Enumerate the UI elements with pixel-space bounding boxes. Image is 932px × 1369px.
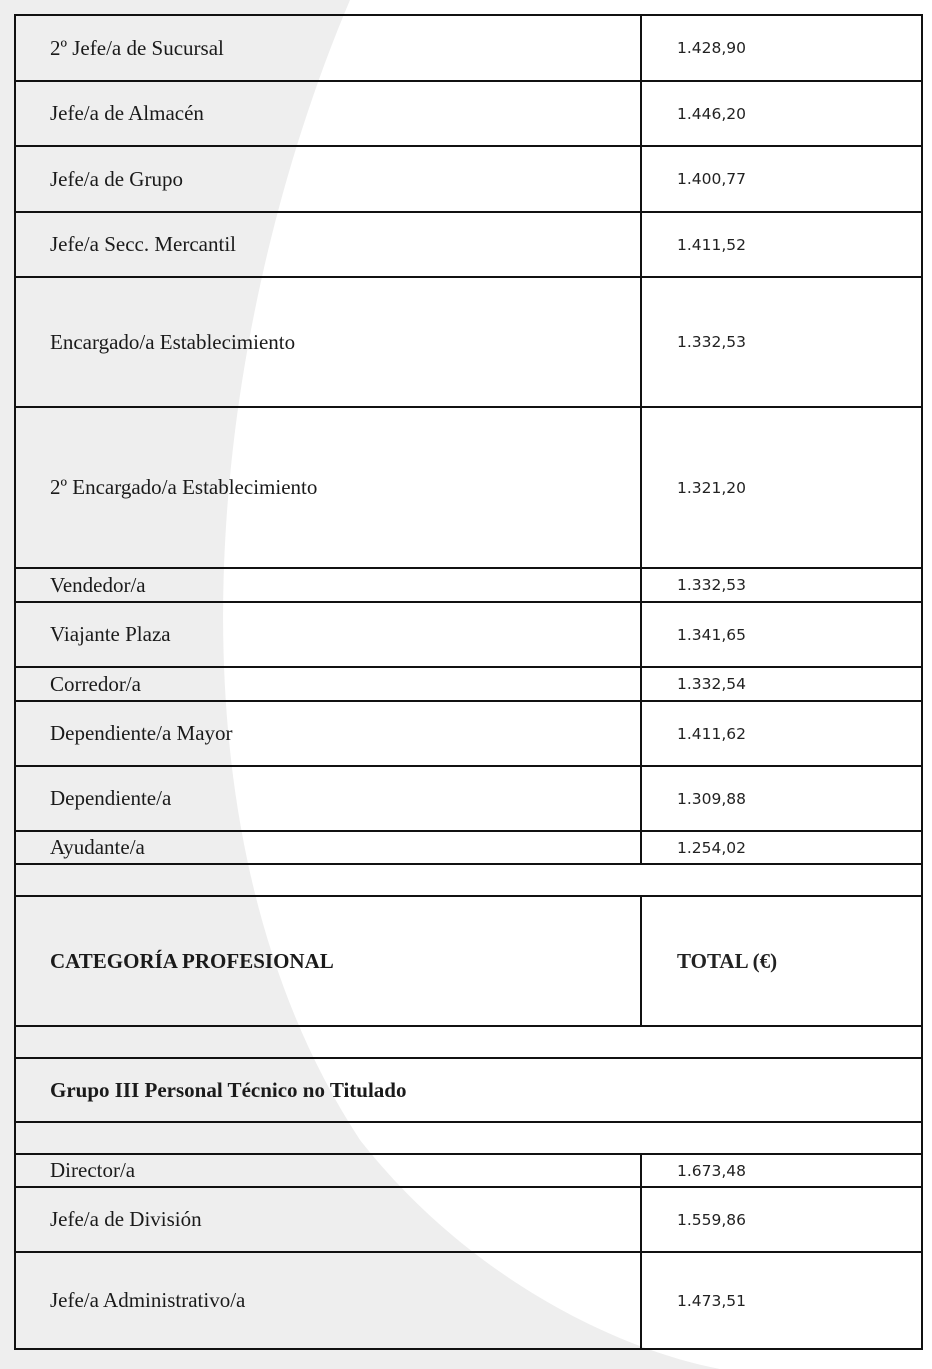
empty-cell <box>15 1026 922 1058</box>
total-cell: 1.411,52 <box>641 212 922 277</box>
category-cell: Corredor/a <box>15 667 641 701</box>
total-cell: 1.321,20 <box>641 407 922 568</box>
table-row <box>15 1154 922 1187</box>
total-header: TOTAL (€) <box>641 896 922 1026</box>
table-row <box>15 15 922 81</box>
total-cell: 1.446,20 <box>641 81 922 146</box>
category-cell: Viajante Plaza <box>15 602 641 667</box>
empty-row <box>15 1122 922 1154</box>
table-row <box>15 1187 922 1252</box>
table-row <box>15 146 922 212</box>
category-cell: Jefe/a de Almacén <box>15 81 641 146</box>
header-row <box>15 896 922 1026</box>
total-cell: 1.332,54 <box>641 667 922 701</box>
table-row <box>15 602 922 667</box>
total-cell: 1.309,88 <box>641 766 922 831</box>
group-title-row <box>15 1058 922 1122</box>
category-cell: Encargado/a Establecimiento <box>15 277 641 407</box>
table-row <box>15 701 922 766</box>
category-cell: Jefe/a de Grupo <box>15 146 641 212</box>
total-cell: 1.559,86 <box>641 1187 922 1252</box>
category-cell: Jefe/a Secc. Mercantil <box>15 212 641 277</box>
table-row <box>15 1252 922 1349</box>
salary-table <box>14 14 923 1350</box>
table-row <box>15 81 922 146</box>
empty-cell <box>15 1122 922 1154</box>
total-cell: 1.673,48 <box>641 1154 922 1187</box>
table-row <box>15 568 922 602</box>
table-row <box>15 407 922 568</box>
category-cell: Ayudante/a <box>15 831 641 864</box>
category-header: CATEGORÍA PROFESIONAL <box>15 896 641 1026</box>
category-cell: 2º Encargado/a Establecimiento <box>15 407 641 568</box>
category-cell: Dependiente/a Mayor <box>15 701 641 766</box>
empty-row <box>15 864 922 896</box>
table-row <box>15 766 922 831</box>
category-cell: 2º Jefe/a de Sucursal <box>15 15 641 81</box>
total-cell: 1.411,62 <box>641 701 922 766</box>
total-cell: 1.400,77 <box>641 146 922 212</box>
category-cell: Director/a <box>15 1154 641 1187</box>
table-row <box>15 667 922 701</box>
total-cell: 1.473,51 <box>641 1252 922 1349</box>
table-row <box>15 277 922 407</box>
total-cell: 1.341,65 <box>641 602 922 667</box>
empty-cell <box>15 864 922 896</box>
total-cell: 1.332,53 <box>641 277 922 407</box>
category-cell: Dependiente/a <box>15 766 641 831</box>
table-row <box>15 831 922 864</box>
total-cell: 1.332,53 <box>641 568 922 602</box>
total-cell: 1.254,02 <box>641 831 922 864</box>
category-cell: Vendedor/a <box>15 568 641 602</box>
category-cell: Jefe/a Administrativo/a <box>15 1252 641 1349</box>
table-row <box>15 212 922 277</box>
empty-row <box>15 1026 922 1058</box>
group-title: Grupo III Personal Técnico no Titulado <box>15 1058 922 1122</box>
total-cell: 1.428,90 <box>641 15 922 81</box>
category-cell: Jefe/a de División <box>15 1187 641 1252</box>
